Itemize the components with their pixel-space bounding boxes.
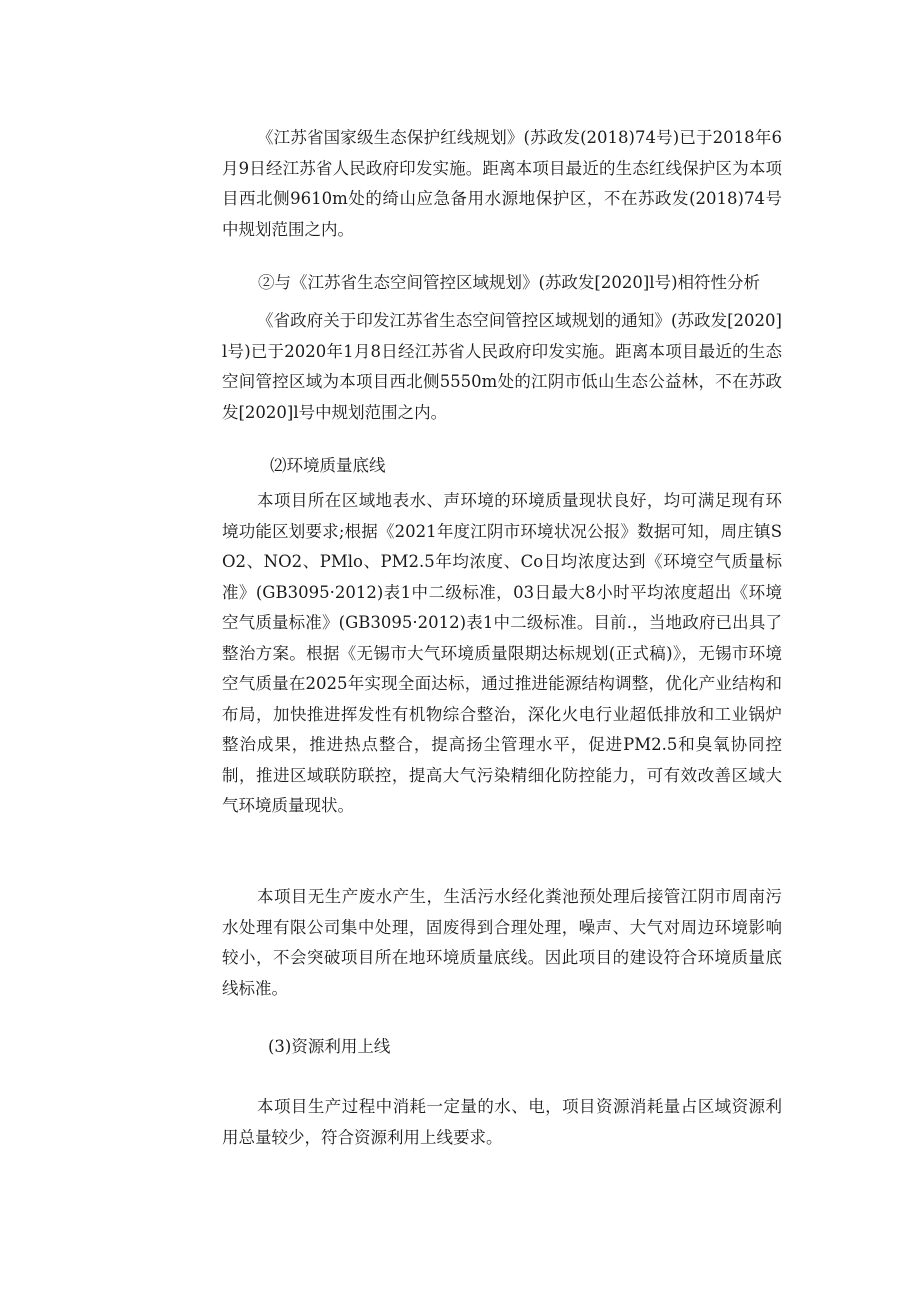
heading-environmental-quality-baseline: ⑵环境质量底线	[270, 456, 386, 475]
heading-ecological-space-control: ②与《江苏省生态空间管控区域规划》(苏政发[2020]l号)相符性分析	[258, 273, 761, 292]
paragraph-ecological-space-control: 《省政府关于印发江苏省生态空间管控区域规划的通知》(苏政发[2020]l号)已于2020年1月8日经江苏省人民政府印发实施。距离本项目最近的生态空间管控区域为本项目西北侧5550m处的江阴市低山生态公益林，不在苏政发[2020]l号中规划范围之内。	[222, 311, 782, 422]
paragraph-ecological-redline: 《江苏省国家级生态保护红线规划》(苏政发(2018)74号)已于2018年6月9日经江苏省人民政府印发实施。距离本项目最近的生态红线保护区为本项目西北侧9610m处的绮山应急备用水源地保护区，不在苏政发(2018)74号中规划范围之内。	[222, 128, 782, 239]
heading-resource-utilization-limit: (3)资源利用上线	[268, 1037, 391, 1056]
paragraph-wastewater-treatment: 本项目无生产废水产生，生活污水经化粪池预处理后接管江阴市周南污水处理有限公司集中处理，固废得到合理处理，噪声、大气对周边环境影响较小，不会突破项目所在地环境质量底线。因此项目的建设符合环境质量底线标准。	[222, 887, 782, 998]
paragraph-resource-utilization: 本项目生产过程中消耗一定量的水、电，项目资源消耗量占区域资源利用总量较少，符合资源利用上线要求。	[222, 1097, 782, 1147]
paragraph-environmental-quality-status: 本项目所在区域地表水、声环境的环境质量现状良好，均可满足现有环境功能区划要求;根据《2021年度江阴市环境状况公报》数据可知，周庄镇SO2、NO2、PMlo、PM2.5年均浓度、Co日均浓度达到《环境空气质量标准》(GB3095·2012)表1中二级标准，03日最大8小时平均浓度超出《环境空气质量标准》(GB3095·2012)表1中二级标准。目前.，当地政府已出具了整治方案。根据《无锡市大气环境质量限期达标规划(正式稿)》，无锡市环境空气质量在2025年实现全面达标，通过推进能源结构调整，优化产业结构和布局，加快推进挥发性有机物综合整治，深化火电行业超低排放和工业锅炉整治成果，推进热点整合，提高扬尘管理水平，促进PM2.5和臭氧协同控制，推进区域联防联控，提高大气污染精细化防控能力，可有效改善区域大气环境质量现状。	[222, 491, 782, 815]
